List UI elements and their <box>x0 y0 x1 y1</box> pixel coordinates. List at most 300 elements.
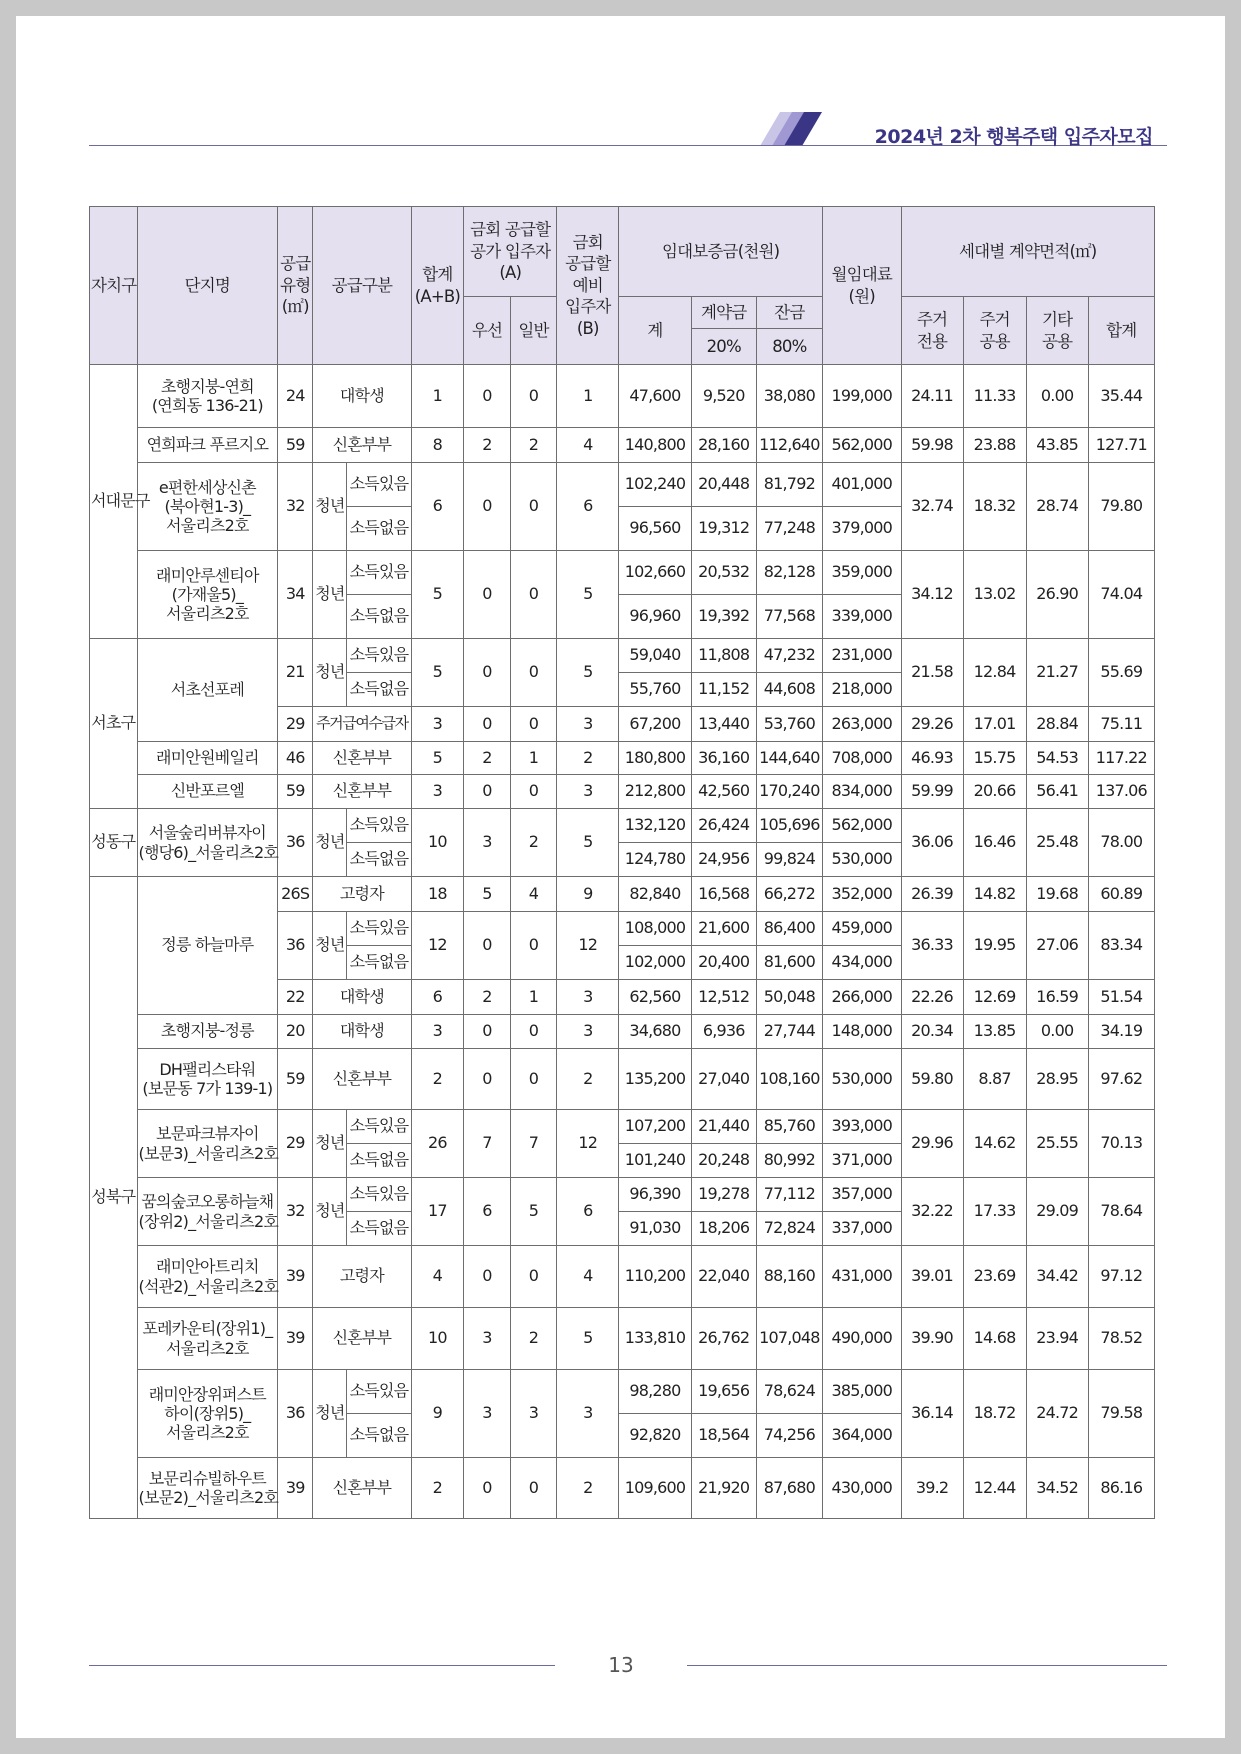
income-cell: 소득있음 <box>347 1370 411 1414</box>
category-cell: 고령자 <box>313 1246 411 1308</box>
income-cell: 소득없음 <box>347 673 411 707</box>
priority-cell: 0 <box>464 707 511 742</box>
priority-cell: 0 <box>464 1246 511 1308</box>
deposit-cell: 212,800 <box>619 775 691 809</box>
reserve-cell: 3 <box>557 707 619 742</box>
balance-cell: 107,048 <box>756 1308 822 1370</box>
income-cell: 소득없음 <box>347 507 411 551</box>
balance-cell: 77,112 <box>756 1178 822 1212</box>
reserve-cell: 3 <box>557 1370 619 1458</box>
contract-cell: 9,520 <box>691 365 756 428</box>
area-cell: 39.90 <box>901 1308 963 1370</box>
th-supply-type: 공급 유형 (㎡) <box>278 207 313 365</box>
total-cell: 18 <box>411 877 464 912</box>
district-cell: 성북구 <box>90 877 138 1519</box>
area-cell: 14.62 <box>963 1110 1026 1178</box>
contract-cell: 19,392 <box>691 595 756 639</box>
contract-cell: 20,532 <box>691 551 756 595</box>
priority-cell: 0 <box>464 912 511 980</box>
area-cell: 28.84 <box>1026 707 1088 742</box>
general-cell: 0 <box>510 1458 557 1519</box>
area-cell: 13.85 <box>963 1015 1026 1049</box>
rent-cell: 364,000 <box>822 1414 901 1458</box>
contract-cell: 19,278 <box>691 1178 756 1212</box>
balance-cell: 50,048 <box>756 980 822 1015</box>
total-cell: 1 <box>411 365 464 428</box>
complex-name: 보문리슈빌하우트 (보문2)_서울리츠2호 <box>137 1458 278 1519</box>
rent-cell: 199,000 <box>822 365 901 428</box>
rent-cell: 385,000 <box>822 1370 901 1414</box>
th-area-residential-common: 주거 공용 <box>963 297 1026 365</box>
deposit-cell: 55,760 <box>619 673 691 707</box>
area-cell: 20.66 <box>963 775 1026 809</box>
balance-cell: 53,760 <box>756 707 822 742</box>
balance-cell: 82,128 <box>756 551 822 595</box>
general-cell: 1 <box>510 980 557 1015</box>
balance-cell: 38,080 <box>756 365 822 428</box>
income-cell: 소득있음 <box>347 639 411 673</box>
category-cell: 청년 <box>313 551 347 639</box>
contract-cell: 13,440 <box>691 707 756 742</box>
priority-cell: 0 <box>464 551 511 639</box>
area-cell: 32.22 <box>901 1178 963 1246</box>
area-cell: 23.94 <box>1026 1308 1088 1370</box>
type-cell: 39 <box>278 1458 313 1519</box>
area-cell: 51.54 <box>1088 980 1154 1015</box>
total-cell: 4 <box>411 1246 464 1308</box>
page-number: 13 <box>608 1653 634 1677</box>
total-cell: 6 <box>411 463 464 551</box>
category-cell: 신혼부부 <box>313 1308 411 1370</box>
area-cell: 13.02 <box>963 551 1026 639</box>
deposit-cell: 140,800 <box>619 428 691 463</box>
priority-cell: 3 <box>464 1308 511 1370</box>
priority-cell: 0 <box>464 1049 511 1110</box>
area-cell: 12.69 <box>963 980 1026 1015</box>
complex-name: 포레카운티(장위1)_ 서울리츠2호 <box>137 1308 278 1370</box>
deposit-cell: 67,200 <box>619 707 691 742</box>
total-cell: 26 <box>411 1110 464 1178</box>
th-this-supply: 금회 공급할 공가 입주자 (A) <box>464 207 557 297</box>
rent-cell: 708,000 <box>822 742 901 775</box>
type-cell: 59 <box>278 428 313 463</box>
balance-cell: 105,696 <box>756 809 822 843</box>
rent-cell: 490,000 <box>822 1308 901 1370</box>
rent-cell: 431,000 <box>822 1246 901 1308</box>
total-cell: 2 <box>411 1458 464 1519</box>
income-cell: 소득있음 <box>347 912 411 946</box>
footer-rule-right <box>687 1665 1167 1666</box>
th-monthly-rent: 월임대료 (원) <box>822 207 901 365</box>
area-cell: 78.64 <box>1088 1178 1154 1246</box>
area-cell: 0.00 <box>1026 1015 1088 1049</box>
deposit-cell: 133,810 <box>619 1308 691 1370</box>
table-row <box>90 1458 1155 1519</box>
category-cell: 신혼부부 <box>313 1458 411 1519</box>
type-cell: 29 <box>278 1110 313 1178</box>
type-cell: 36 <box>278 912 313 980</box>
reserve-cell: 2 <box>557 1049 619 1110</box>
general-cell: 2 <box>510 809 557 877</box>
general-cell: 0 <box>510 912 557 980</box>
area-cell: 12.84 <box>963 639 1026 707</box>
complex-name: 보문파크뷰자이 (보문3)_서울리츠2호 <box>137 1110 278 1178</box>
document-page <box>16 16 1225 1738</box>
table-row <box>90 1246 1155 1308</box>
housing-supply-table <box>89 206 1155 1519</box>
deposit-cell: 107,200 <box>619 1110 691 1144</box>
reserve-cell: 12 <box>557 1110 619 1178</box>
general-cell: 0 <box>510 1015 557 1049</box>
contract-cell: 28,160 <box>691 428 756 463</box>
area-cell: 24.72 <box>1026 1370 1088 1458</box>
reserve-cell: 5 <box>557 639 619 707</box>
table-row <box>90 365 1155 428</box>
area-cell: 25.48 <box>1026 809 1088 877</box>
rent-cell: 562,000 <box>822 809 901 843</box>
table-row <box>90 1015 1155 1049</box>
header-stripes-decoration <box>746 112 826 146</box>
priority-cell: 2 <box>464 742 511 775</box>
area-cell: 29.96 <box>901 1110 963 1178</box>
area-cell: 36.06 <box>901 809 963 877</box>
priority-cell: 2 <box>464 980 511 1015</box>
type-cell: 59 <box>278 1049 313 1110</box>
category-cell: 청년 <box>313 1110 347 1178</box>
rent-cell: 148,000 <box>822 1015 901 1049</box>
general-cell: 0 <box>510 463 557 551</box>
area-cell: 54.53 <box>1026 742 1088 775</box>
area-cell: 25.55 <box>1026 1110 1088 1178</box>
total-cell: 5 <box>411 551 464 639</box>
type-cell: 34 <box>278 551 313 639</box>
contract-cell: 19,656 <box>691 1370 756 1414</box>
area-cell: 14.82 <box>963 877 1026 912</box>
area-cell: 79.80 <box>1088 463 1154 551</box>
deposit-cell: 102,000 <box>619 946 691 980</box>
area-cell: 26.90 <box>1026 551 1088 639</box>
reserve-cell: 5 <box>557 809 619 877</box>
area-cell: 59.99 <box>901 775 963 809</box>
th-contract-money: 계약금 <box>691 297 756 329</box>
balance-cell: 80,992 <box>756 1144 822 1178</box>
area-cell: 16.59 <box>1026 980 1088 1015</box>
contract-cell: 22,040 <box>691 1246 756 1308</box>
complex-name: 초행지붕-정릉 <box>137 1015 278 1049</box>
deposit-cell: 96,390 <box>619 1178 691 1212</box>
category-cell: 청년 <box>313 1370 347 1458</box>
income-cell: 소득있음 <box>347 1178 411 1212</box>
general-cell: 2 <box>510 428 557 463</box>
area-cell: 59.98 <box>901 428 963 463</box>
reserve-cell: 12 <box>557 912 619 980</box>
income-cell: 소득없음 <box>347 1144 411 1178</box>
contract-cell: 27,040 <box>691 1049 756 1110</box>
balance-cell: 66,272 <box>756 877 822 912</box>
area-cell: 32.74 <box>901 463 963 551</box>
priority-cell: 0 <box>464 639 511 707</box>
area-cell: 17.01 <box>963 707 1026 742</box>
general-cell: 0 <box>510 365 557 428</box>
balance-cell: 27,744 <box>756 1015 822 1049</box>
rent-cell: 459,000 <box>822 912 901 946</box>
contract-cell: 20,400 <box>691 946 756 980</box>
balance-cell: 87,680 <box>756 1458 822 1519</box>
balance-cell: 72,824 <box>756 1212 822 1246</box>
area-cell: 34.52 <box>1026 1458 1088 1519</box>
table-row <box>90 1308 1155 1370</box>
total-cell: 6 <box>411 980 464 1015</box>
table-row <box>90 1049 1155 1110</box>
deposit-cell: 124,780 <box>619 843 691 877</box>
type-cell: 46 <box>278 742 313 775</box>
category-cell: 신혼부부 <box>313 1049 411 1110</box>
priority-cell: 0 <box>464 1458 511 1519</box>
area-cell: 137.06 <box>1088 775 1154 809</box>
total-cell: 10 <box>411 1308 464 1370</box>
type-cell: 59 <box>278 775 313 809</box>
rent-cell: 434,000 <box>822 946 901 980</box>
priority-cell: 3 <box>464 1370 511 1458</box>
total-cell: 12 <box>411 912 464 980</box>
priority-cell: 3 <box>464 809 511 877</box>
balance-cell: 81,792 <box>756 463 822 507</box>
total-cell: 17 <box>411 1178 464 1246</box>
balance-cell: 108,160 <box>756 1049 822 1110</box>
contract-cell: 24,956 <box>691 843 756 877</box>
total-cell: 9 <box>411 1370 464 1458</box>
balance-cell: 86,400 <box>756 912 822 946</box>
rent-cell: 834,000 <box>822 775 901 809</box>
category-cell: 신혼부부 <box>313 428 411 463</box>
balance-cell: 99,824 <box>756 843 822 877</box>
th-pct20: 20% <box>691 329 756 365</box>
rent-cell: 352,000 <box>822 877 901 912</box>
reserve-cell: 5 <box>557 551 619 639</box>
category-cell: 주거급여수급자 <box>313 707 411 742</box>
area-cell: 75.11 <box>1088 707 1154 742</box>
contract-cell: 21,600 <box>691 912 756 946</box>
general-cell: 0 <box>510 1049 557 1110</box>
balance-cell: 44,608 <box>756 673 822 707</box>
rent-cell: 263,000 <box>822 707 901 742</box>
balance-cell: 47,232 <box>756 639 822 673</box>
rent-cell: 393,000 <box>822 1110 901 1144</box>
type-cell: 36 <box>278 809 313 877</box>
deposit-cell: 102,660 <box>619 551 691 595</box>
area-cell: 28.95 <box>1026 1049 1088 1110</box>
type-cell: 32 <box>278 1178 313 1246</box>
reserve-cell: 2 <box>557 742 619 775</box>
balance-cell: 77,248 <box>756 507 822 551</box>
deposit-cell: 59,040 <box>619 639 691 673</box>
type-cell: 21 <box>278 639 313 707</box>
area-cell: 70.13 <box>1088 1110 1154 1178</box>
total-cell: 3 <box>411 775 464 809</box>
total-cell: 5 <box>411 742 464 775</box>
category-cell: 신혼부부 <box>313 775 411 809</box>
th-deposit-total: 계 <box>619 297 691 365</box>
area-cell: 23.88 <box>963 428 1026 463</box>
th-area-total: 합계 <box>1088 297 1154 365</box>
th-priority: 우선 <box>464 297 511 365</box>
area-cell: 60.89 <box>1088 877 1154 912</box>
total-cell: 5 <box>411 639 464 707</box>
table-row <box>90 551 1155 595</box>
reserve-cell: 5 <box>557 1308 619 1370</box>
deposit-cell: 47,600 <box>619 365 691 428</box>
contract-cell: 20,248 <box>691 1144 756 1178</box>
income-cell: 소득있음 <box>347 809 411 843</box>
table-row <box>90 742 1155 775</box>
type-cell: 29 <box>278 707 313 742</box>
area-cell: 27.06 <box>1026 912 1088 980</box>
rent-cell: 430,000 <box>822 1458 901 1519</box>
area-cell: 78.52 <box>1088 1308 1154 1370</box>
balance-cell: 112,640 <box>756 428 822 463</box>
area-cell: 127.71 <box>1088 428 1154 463</box>
income-cell: 소득있음 <box>347 1110 411 1144</box>
area-cell: 12.44 <box>963 1458 1026 1519</box>
footer-rule-left <box>89 1665 555 1666</box>
rent-cell: 530,000 <box>822 1049 901 1110</box>
contract-cell: 20,448 <box>691 463 756 507</box>
general-cell: 5 <box>510 1178 557 1246</box>
area-cell: 36.33 <box>901 912 963 980</box>
category-cell: 청년 <box>313 1178 347 1246</box>
contract-cell: 26,424 <box>691 809 756 843</box>
th-contract-area: 세대별 계약면적(㎡) <box>901 207 1154 297</box>
deposit-cell: 91,030 <box>619 1212 691 1246</box>
general-cell: 3 <box>510 1370 557 1458</box>
area-cell: 28.74 <box>1026 463 1088 551</box>
balance-cell: 88,160 <box>756 1246 822 1308</box>
area-cell: 74.04 <box>1088 551 1154 639</box>
area-cell: 24.11 <box>901 365 963 428</box>
priority-cell: 7 <box>464 1110 511 1178</box>
area-cell: 19.68 <box>1026 877 1088 912</box>
district-cell: 서초구 <box>90 639 138 809</box>
reserve-cell: 3 <box>557 775 619 809</box>
contract-cell: 21,440 <box>691 1110 756 1144</box>
contract-cell: 21,920 <box>691 1458 756 1519</box>
balance-cell: 81,600 <box>756 946 822 980</box>
deposit-cell: 98,280 <box>619 1370 691 1414</box>
income-cell: 소득없음 <box>347 595 411 639</box>
general-cell: 7 <box>510 1110 557 1178</box>
area-cell: 97.12 <box>1088 1246 1154 1308</box>
priority-cell: 0 <box>464 365 511 428</box>
complex-name: 연희파크 푸르지오 <box>137 428 278 463</box>
general-cell: 0 <box>510 1246 557 1308</box>
th-deposit: 임대보증금(천원) <box>619 207 823 297</box>
table-row <box>90 1370 1155 1414</box>
income-cell: 소득없음 <box>347 1414 411 1458</box>
area-cell: 0.00 <box>1026 365 1088 428</box>
area-cell: 46.93 <box>901 742 963 775</box>
complex-name: 래미안원베일리 <box>137 742 278 775</box>
deposit-cell: 34,680 <box>619 1015 691 1049</box>
area-cell: 22.26 <box>901 980 963 1015</box>
contract-cell: 26,762 <box>691 1308 756 1370</box>
deposit-cell: 101,240 <box>619 1144 691 1178</box>
category-cell: 대학생 <box>313 980 411 1015</box>
area-cell: 18.72 <box>963 1370 1026 1458</box>
th-area-residential-exclusive: 주거 전용 <box>901 297 963 365</box>
deposit-cell: 96,560 <box>619 507 691 551</box>
income-cell: 소득없음 <box>347 1212 411 1246</box>
th-area-other-common: 기타 공용 <box>1026 297 1088 365</box>
contract-cell: 36,160 <box>691 742 756 775</box>
area-cell: 78.00 <box>1088 809 1154 877</box>
th-district: 자치구 <box>90 207 138 365</box>
area-cell: 55.69 <box>1088 639 1154 707</box>
area-cell: 19.95 <box>963 912 1026 980</box>
table-row <box>90 1110 1155 1144</box>
area-cell: 36.14 <box>901 1370 963 1458</box>
area-cell: 39.2 <box>901 1458 963 1519</box>
priority-cell: 0 <box>464 463 511 551</box>
contract-cell: 19,312 <box>691 507 756 551</box>
area-cell: 26.39 <box>901 877 963 912</box>
area-cell: 43.85 <box>1026 428 1088 463</box>
area-cell: 117.22 <box>1088 742 1154 775</box>
total-cell: 2 <box>411 1049 464 1110</box>
category-cell: 대학생 <box>313 365 411 428</box>
contract-cell: 12,512 <box>691 980 756 1015</box>
reserve-cell: 6 <box>557 463 619 551</box>
income-cell: 소득있음 <box>347 463 411 507</box>
rent-cell: 357,000 <box>822 1178 901 1212</box>
complex-name: 래미안아트리치 (석관2)_서울리츠2호 <box>137 1246 278 1308</box>
area-cell: 97.62 <box>1088 1049 1154 1110</box>
complex-name: 꿈의숲코오롱하늘채 (장위2)_서울리츠2호 <box>137 1178 278 1246</box>
th-reserve: 금회 공급할 예비 입주자 (B) <box>557 207 619 365</box>
area-cell: 15.75 <box>963 742 1026 775</box>
district-cell: 서대문구 <box>90 365 138 639</box>
contract-cell: 18,564 <box>691 1414 756 1458</box>
total-cell: 8 <box>411 428 464 463</box>
type-cell: 26S <box>278 877 313 912</box>
category-cell: 신혼부부 <box>313 742 411 775</box>
area-cell: 39.01 <box>901 1246 963 1308</box>
th-total: 합계 (A+B) <box>411 207 464 365</box>
area-cell: 79.58 <box>1088 1370 1154 1458</box>
area-cell: 23.69 <box>963 1246 1026 1308</box>
category-cell: 청년 <box>313 639 347 707</box>
reserve-cell: 3 <box>557 1015 619 1049</box>
deposit-cell: 96,960 <box>619 595 691 639</box>
area-cell: 34.19 <box>1088 1015 1154 1049</box>
rent-cell: 379,000 <box>822 507 901 551</box>
general-cell: 2 <box>510 1308 557 1370</box>
deposit-cell: 108,000 <box>619 912 691 946</box>
priority-cell: 6 <box>464 1178 511 1246</box>
table-row <box>90 809 1155 843</box>
area-cell: 83.34 <box>1088 912 1154 980</box>
complex-name: 서초선포레 <box>137 639 278 742</box>
balance-cell: 85,760 <box>756 1110 822 1144</box>
deposit-cell: 92,820 <box>619 1414 691 1458</box>
category-cell: 고령자 <box>313 877 411 912</box>
area-cell: 21.27 <box>1026 639 1088 707</box>
type-cell: 36 <box>278 1370 313 1458</box>
category-cell: 청년 <box>313 463 347 551</box>
type-cell: 20 <box>278 1015 313 1049</box>
table-row <box>90 775 1155 809</box>
type-cell: 39 <box>278 1246 313 1308</box>
income-cell: 소득없음 <box>347 946 411 980</box>
